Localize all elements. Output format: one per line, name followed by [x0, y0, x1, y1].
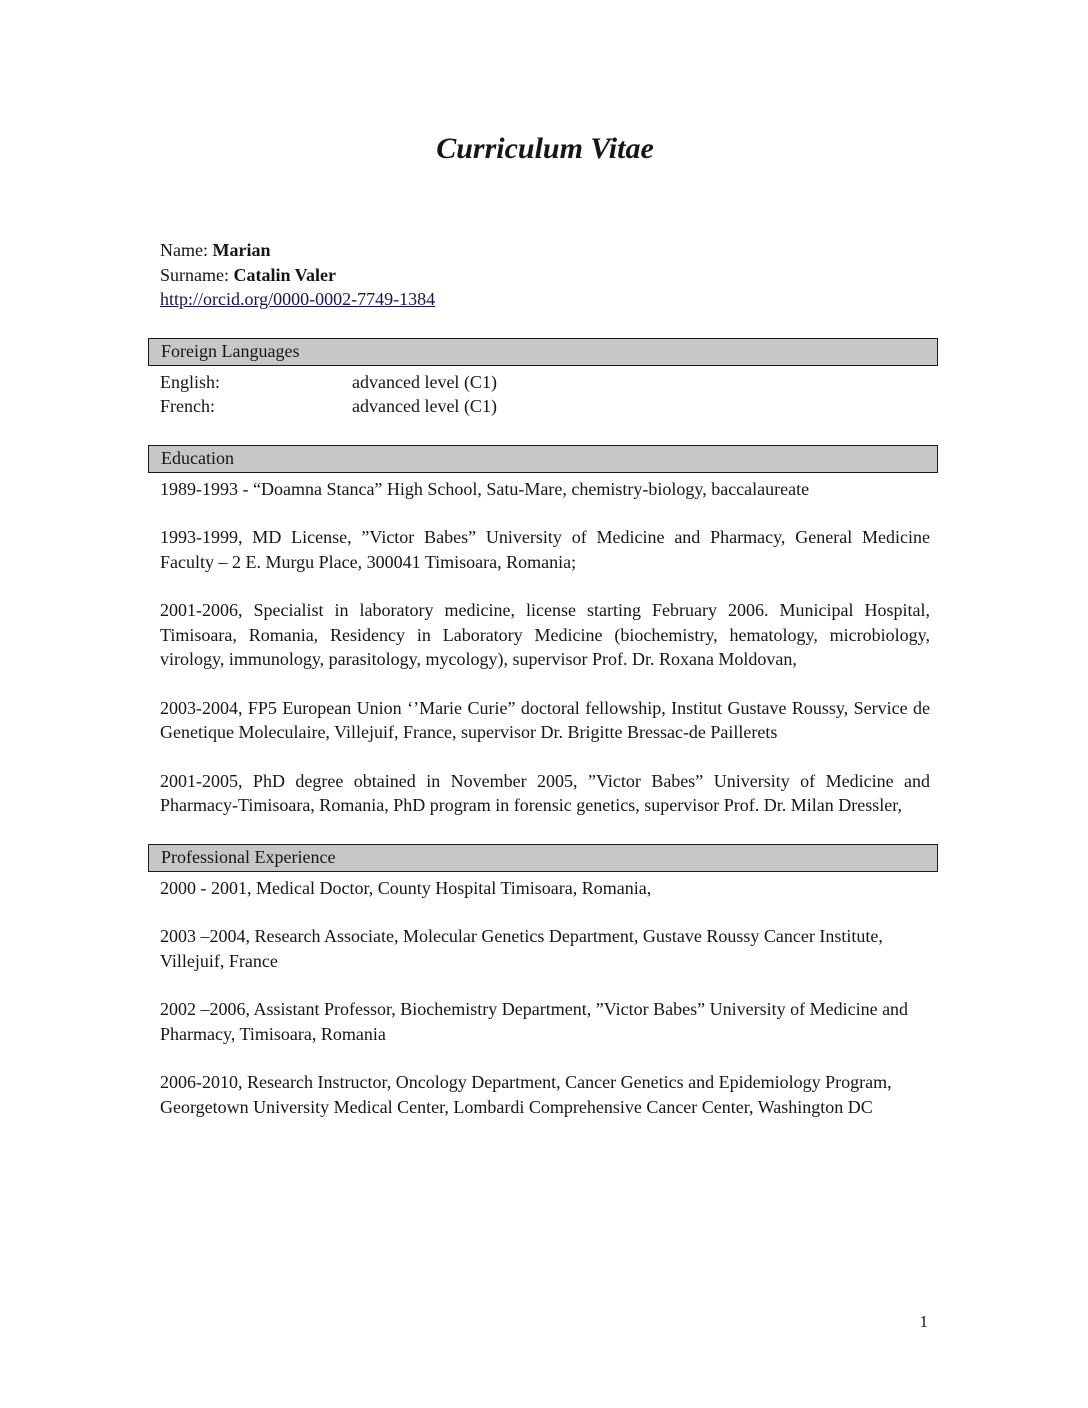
section-header-professional-experience: Professional Experience: [148, 844, 938, 872]
education-entry: 1989-1993 - “Doamna Stanca” High School, Satu-Mare, chemistry-biology, baccalaureate: [160, 478, 810, 499]
education-entry: 1993-1999, MD License, ”Victor Babes” University of Medicine and Pharmacy, General Medicine Faculty – 2 E. Murgu Place, 300041 Timisoara, Romania;: [160, 527, 930, 572]
name-line: [160, 238, 930, 263]
language-label: French:: [160, 396, 215, 416]
surname-label: Surname:: [160, 264, 229, 285]
surname-value: Catalin Valer: [233, 264, 337, 285]
name-label: Name:: [160, 240, 208, 260]
document-title: Curriculum Vitae: [436, 132, 654, 165]
language-row-english: [160, 370, 930, 395]
professional-experience-list: [160, 876, 930, 1120]
orcid-link[interactable]: http://orcid.org/0000-0002-7749-1384: [160, 289, 436, 309]
experience-entry: 2006-2010, Research Instructor, Oncology Department, Cancer Genetics and Epidemiology Program, Georgetown University Medical Center, Lombardi Comprehensive Cancer Center, Washington DC: [160, 1072, 892, 1117]
language-label: English:: [160, 371, 221, 392]
foreign-languages-list: [160, 370, 930, 419]
language-level: advanced level (C1): [352, 371, 497, 392]
page-number: 1: [919, 1312, 928, 1331]
experience-entry: 2000 - 2001, Medical Doctor, County Hospital Timisoara, Romania,: [160, 877, 652, 898]
education-entry: 2003-2004, FP5 European Union ‘’Marie Curie” doctoral fellowship, Institut Gustave Roussy, Service de Genetique Moleculaire, Villejuif, France, supervisor Dr. Brigitte Bressac-de Paillerets: [160, 697, 930, 742]
cv-content: [160, 0, 930, 1119]
section-header-education: Education: [148, 445, 938, 473]
name-value: Marian: [212, 240, 271, 260]
orcid-line: [160, 287, 930, 312]
surname-line: [160, 263, 930, 288]
section-header-foreign-languages: Foreign Languages: [148, 338, 938, 366]
education-list: [160, 477, 930, 818]
education-entry: 2001-2005, PhD degree obtained in November 2005, ”Victor Babes” University of Medicine and Pharmacy-Timisoara, Romania, PhD program in forensic genetics, supervisor Prof. Dr. Milan Dressler,: [160, 770, 930, 815]
education-entry: 2001-2006, Specialist in laboratory medicine, license starting February 2006. Municipal Hospital, Timisoara, Romania, Residency in Laboratory Medicine (biochemistry, hematology, microbiology, virology, immunology, parasitology, mycology), supervisor Prof. Dr. Roxana Moldovan,: [160, 600, 930, 669]
language-row-french: [160, 394, 930, 419]
language-level: advanced level (C1): [352, 396, 497, 416]
experience-entry: 2003 –2004, Research Associate, Molecular Genetics Department, Gustave Roussy Cancer Institute, Villejuif, France: [160, 926, 883, 971]
identity-block: [160, 238, 930, 312]
experience-entry: 2002 –2006, Assistant Professor, Biochemistry Department, ”Victor Babes” University of Medicine and Pharmacy, Timisoara, Romania: [160, 999, 909, 1044]
